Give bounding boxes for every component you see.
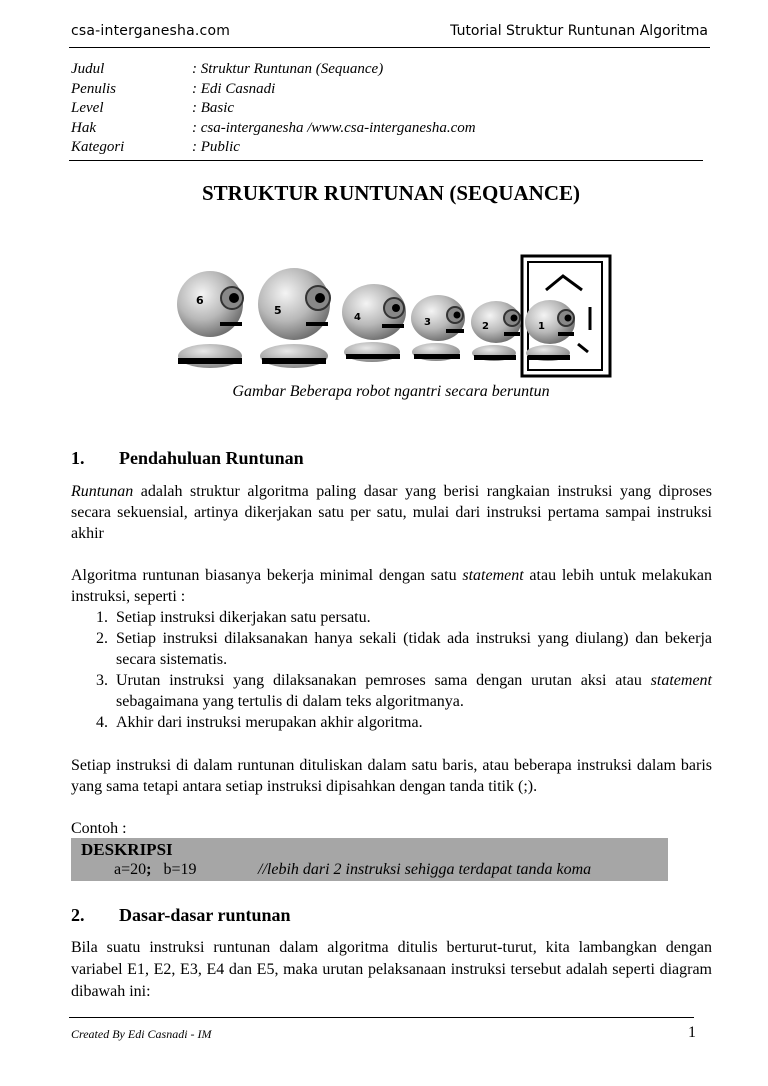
meta-key: Penulis xyxy=(71,80,116,97)
meta-key: Level xyxy=(71,100,104,116)
section-1-paragraph-3: Setiap instruksi di dalam runtunan dituliskan dalam satu baris, atau beberapa instruksi dalam baris yang sama tetapi antara setiap instruksi dipisahkan dengan tanda titik (;). xyxy=(71,757,712,795)
meta-value: : Basic xyxy=(192,100,235,116)
code-label: DESKRIPSI xyxy=(81,840,173,859)
svg-text:2: 2 xyxy=(482,321,489,332)
footer-divider xyxy=(69,1017,694,1018)
meta-block xyxy=(71,60,476,158)
header-site: csa-interganesha.com xyxy=(71,23,231,39)
meta-row xyxy=(71,60,476,80)
meta-key: Hak xyxy=(71,119,96,136)
robot-2-icon xyxy=(471,301,521,361)
section-title: Dasar-dasar runtunan xyxy=(119,905,291,925)
code-comment: //lebih dari 2 instruksi sehigga terdapat tanda koma xyxy=(258,861,592,878)
meta-key: Kategori xyxy=(71,139,125,155)
header-divider xyxy=(69,47,710,48)
meta-key: Judul xyxy=(71,61,105,77)
section-number: 2. xyxy=(71,905,85,925)
robot-6-icon xyxy=(177,271,243,368)
svg-text:1: 1 xyxy=(538,321,545,332)
term-statement: statement xyxy=(462,567,524,584)
example-label: Contoh : xyxy=(71,820,127,837)
section-2-heading xyxy=(71,905,291,926)
term-runtunan: Runtunan xyxy=(71,483,134,500)
robot-4-icon xyxy=(342,284,406,362)
figure-caption: Gambar Beberapa robot ngantri secara beruntun xyxy=(232,383,550,400)
meta-row xyxy=(71,138,476,158)
meta-value: : Struktur Runtunan (Sequance) xyxy=(192,61,384,77)
list-item: 4. Akhir dari instruksi merupakan akhir algoritma. xyxy=(96,714,423,731)
robot-3-icon xyxy=(411,295,465,361)
code-example-box xyxy=(71,838,668,881)
meta-value: : Public xyxy=(192,139,240,155)
section-title: Pendahuluan Runtunan xyxy=(119,448,304,468)
page-number: 1 xyxy=(688,1024,696,1041)
meta-row xyxy=(71,80,476,100)
section-1-heading xyxy=(71,448,304,469)
list-item: 1. Setiap instruksi dikerjakan satu persatu. xyxy=(96,609,371,626)
list-item: 2. Setiap instruksi dilaksanakan hanya sekali (tidak ada instruksi yang diulang) dan bekerja secara sistematis. xyxy=(96,630,712,668)
meta-row xyxy=(71,99,476,119)
svg-text:3: 3 xyxy=(424,317,431,328)
meta-value: : csa-interganesha /www.csa-interganesha.com xyxy=(192,119,476,136)
meta-value: : Edi Casnadi xyxy=(192,80,276,97)
svg-text:5: 5 xyxy=(274,304,282,317)
robots-queue-illustration xyxy=(170,252,620,382)
header-doc-title: Tutorial Struktur Runtunan Algoritma xyxy=(450,23,708,39)
robot-5-icon xyxy=(258,268,330,368)
rules-list xyxy=(71,607,712,733)
section-1-paragraph-2: Algoritma runtunan biasanya bekerja minimal dengan satu statement atau lebih untuk melakukan instruksi, seperti : xyxy=(71,567,713,605)
code-statements: a=20; b=19 xyxy=(114,861,197,878)
footer-author: Created By Edi Casnadi - IM xyxy=(71,1027,212,1041)
svg-text:6: 6 xyxy=(196,294,204,307)
section-1-paragraph-1: Runtunan adalah struktur algoritma paling dasar yang berisi rangkaian instruksi yang diproses secara sekuensial, artinya dikerjakan satu per satu, mulai dari instruksi pertama sampai instruksi akhir xyxy=(71,483,712,542)
term-statement: statement xyxy=(650,672,712,689)
list-item: 3. Urutan instruksi yang dilaksanakan pemroses sama dengan urutan aksi atau statement sebagaimana yang tertulis di dalam teks algoritmanya. xyxy=(96,672,712,710)
meta-divider xyxy=(69,160,703,161)
meta-row xyxy=(71,119,476,139)
section-2-paragraph-1: Bila suatu instruksi runtunan dalam algoritma ditulis berturut-turut, kita lambangkan dengan variabel E1, E2, E3, E4 dan E5, maka urutan pelaksanaan instruksi tersebut adalah seperti diagram dibawah ini: xyxy=(71,939,712,1000)
svg-text:4: 4 xyxy=(354,312,361,323)
robot-1-icon xyxy=(525,300,575,361)
page-title: STRUKTUR RUNTUNAN (SEQUANCE) xyxy=(201,181,581,205)
section-number: 1. xyxy=(71,448,85,468)
